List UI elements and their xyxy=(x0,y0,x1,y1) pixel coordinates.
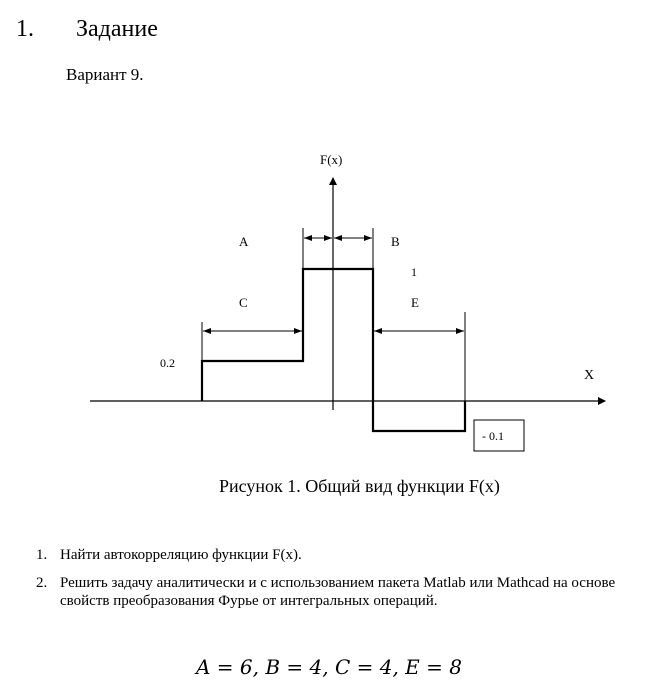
label-b: B xyxy=(391,234,400,249)
variant-label: Вариант 9. xyxy=(66,65,144,84)
list-item xyxy=(36,574,646,610)
label-e: E xyxy=(411,295,419,310)
label-a: A xyxy=(239,234,249,249)
dimension-a-arrow-right xyxy=(324,235,332,241)
list-item xyxy=(36,546,646,564)
dimension-e-arrow-left xyxy=(374,328,382,334)
value-left-label: 0.2 xyxy=(160,356,175,370)
section-title: Задание xyxy=(76,16,158,42)
task-list xyxy=(36,546,646,620)
value-top-label: 1 xyxy=(411,265,417,279)
task-text: Решить задачу аналитически и с использованием пакета Matlab или Mathcad на основе свойств преобразования Фурье от интегральных операций. xyxy=(60,575,616,609)
x-axis-label: X xyxy=(584,368,595,383)
dimension-b-arrow-right xyxy=(364,235,372,241)
label-c: C xyxy=(239,295,248,310)
dimension-a-arrow-left xyxy=(304,235,312,241)
y-axis-label: F(x) xyxy=(320,152,343,167)
dimension-e-arrow-right xyxy=(456,328,464,334)
parameters-formula: A = 6, B = 4, C = 4, E = 8 xyxy=(196,655,462,679)
dimension-c-arrow-left xyxy=(203,328,211,334)
dimension-b-arrow-left xyxy=(334,235,342,241)
task-number: 1. xyxy=(36,547,48,563)
task-number: 2. xyxy=(36,575,48,591)
value-bottom-label: - 0.1 xyxy=(482,429,504,443)
task-text: Найти автокорреляцию функции F(x). xyxy=(60,547,302,563)
section-number: 1. xyxy=(16,16,34,42)
dimension-c-arrow-right xyxy=(294,328,302,334)
figure-caption: Рисунок 1. Общий вид функции F(x) xyxy=(219,476,500,496)
